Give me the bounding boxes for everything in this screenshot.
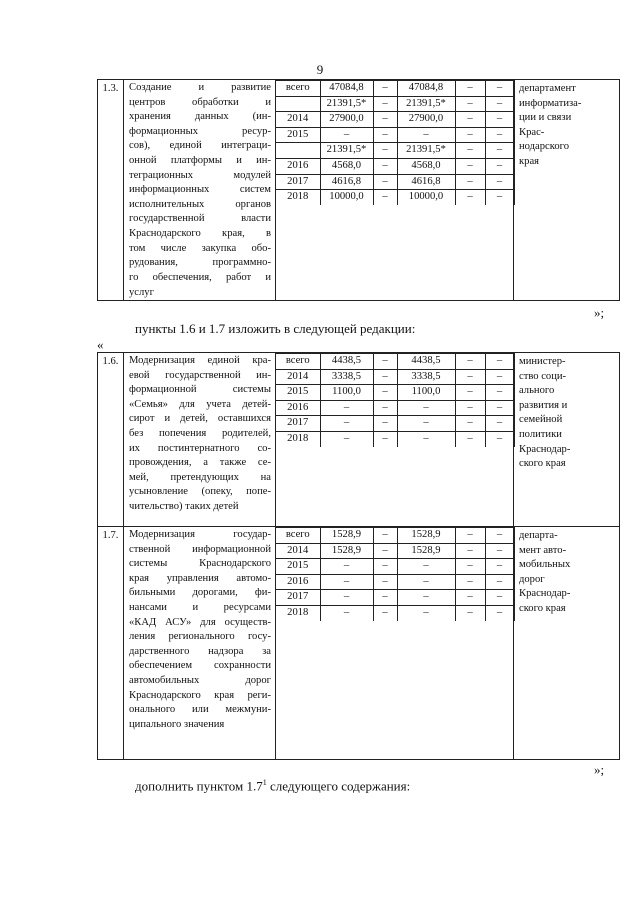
year-cell: 2014 <box>276 543 320 559</box>
department-line: развития и <box>519 399 568 411</box>
local-cell: – <box>455 400 485 416</box>
other-cell: – <box>485 590 514 606</box>
funding-row <box>276 416 514 432</box>
department-line: ции и связи <box>519 112 572 124</box>
name-line: сирот и детей, оставшихся <box>129 413 271 425</box>
local-cell: – <box>455 127 485 143</box>
year-cell <box>276 143 320 159</box>
name-line: онального или межмуни- <box>129 704 271 716</box>
local-cell: – <box>455 174 485 190</box>
funding-row <box>276 432 514 447</box>
local-cell: – <box>455 543 485 559</box>
other-cell: – <box>485 96 514 112</box>
regional-cell: – <box>397 432 455 447</box>
regional-cell: – <box>397 127 455 143</box>
name-line: онной платформы и ин- <box>129 155 271 167</box>
year-cell: всего <box>276 528 320 544</box>
funding-row <box>276 574 514 590</box>
funding-row <box>276 369 514 385</box>
instruction-main: дополнить пунктом 1.7 <box>135 778 263 794</box>
local-cell: – <box>455 190 485 205</box>
instruction-text <box>135 778 410 794</box>
local-cell: – <box>455 416 485 432</box>
federal-cell: – <box>373 190 397 205</box>
year-cell: 2016 <box>276 400 320 416</box>
federal-cell: – <box>373 416 397 432</box>
name-line: бильными дорогами, фи- <box>129 587 271 599</box>
regional-cell: 10000,0 <box>397 190 455 205</box>
regional-cell: – <box>397 574 455 590</box>
year-cell: 2014 <box>276 112 320 128</box>
page-number: 9 <box>316 62 324 77</box>
other-cell: – <box>485 127 514 143</box>
name-line: Создание и развитие <box>129 82 271 93</box>
year-cell: 2016 <box>276 159 320 175</box>
local-cell: – <box>455 112 485 128</box>
department-line: мобильных <box>519 559 571 571</box>
federal-cell: – <box>373 143 397 159</box>
funding-cell <box>276 353 514 527</box>
item-number: 1.3. <box>98 80 124 301</box>
department-line: департа- <box>519 530 558 541</box>
name-line: их постинтернатного со- <box>129 442 271 454</box>
name-line: Краснодарского края реги- <box>129 689 271 701</box>
regional-cell: 47084,8 <box>397 81 455 97</box>
total-cell: 4616,8 <box>320 174 373 190</box>
regional-cell: 27900,0 <box>397 112 455 128</box>
opening-quote: « <box>97 337 104 352</box>
item-number: 1.7. <box>98 527 124 760</box>
other-cell: – <box>485 528 514 544</box>
total-cell: 1100,0 <box>320 385 373 401</box>
funding-row <box>276 174 514 190</box>
local-cell: – <box>455 528 485 544</box>
name-line: ления регионального госу- <box>129 631 271 643</box>
regional-cell: – <box>397 590 455 606</box>
federal-cell: – <box>373 559 397 575</box>
year-cell: 2015 <box>276 559 320 575</box>
department-line: министер- <box>519 356 566 367</box>
name-line: том числе закупка обо- <box>129 242 271 254</box>
other-cell: – <box>485 432 514 447</box>
local-cell: – <box>455 385 485 401</box>
funding-row <box>276 543 514 559</box>
regional-cell: – <box>397 606 455 621</box>
federal-cell: – <box>373 174 397 190</box>
total-cell: 4438,5 <box>320 354 373 370</box>
department-line: ального <box>519 385 555 397</box>
federal-cell: – <box>373 385 397 401</box>
other-cell: – <box>485 385 514 401</box>
local-cell: – <box>455 606 485 621</box>
regional-cell: 4568,0 <box>397 159 455 175</box>
name-line: услуг <box>129 286 154 298</box>
year-cell: 2014 <box>276 369 320 385</box>
funding-row <box>276 385 514 401</box>
regional-cell: 3338,5 <box>397 369 455 385</box>
total-cell: – <box>320 590 373 606</box>
item-name <box>124 353 276 527</box>
total-cell: – <box>320 400 373 416</box>
funding-row <box>276 559 514 575</box>
name-line: «Семья» для учета детей- <box>129 398 271 410</box>
year-cell: 2017 <box>276 416 320 432</box>
funding-row <box>276 400 514 416</box>
name-line: обеспечением сохранности <box>129 660 271 672</box>
department-line: департамент <box>519 83 576 94</box>
name-line: края управления автомо- <box>129 572 271 584</box>
regional-cell: 4616,8 <box>397 174 455 190</box>
federal-cell: – <box>373 590 397 606</box>
funding-row <box>276 590 514 606</box>
other-cell: – <box>485 400 514 416</box>
department-line: политики <box>519 429 562 441</box>
name-line: без попечения родителей, <box>129 428 271 440</box>
closing-quote: »; <box>594 305 605 320</box>
federal-cell: – <box>373 354 397 370</box>
name-line: ципального значения <box>129 718 225 730</box>
year-cell: 2015 <box>276 385 320 401</box>
table-item-1-6 <box>97 352 620 760</box>
total-cell: 47084,8 <box>320 81 373 97</box>
name-line: нансами и ресурсами <box>129 602 271 614</box>
other-cell: – <box>485 369 514 385</box>
funding-row <box>276 190 514 205</box>
regional-cell: – <box>397 400 455 416</box>
name-line: сов), единой интеграци- <box>129 140 271 152</box>
other-cell: – <box>485 559 514 575</box>
name-line: провождения, а также се- <box>129 457 271 469</box>
federal-cell: – <box>373 543 397 559</box>
department-line: нодарского <box>519 141 570 153</box>
name-line: «КАД АСУ» для осуществ- <box>129 616 271 628</box>
funding-row <box>276 127 514 143</box>
year-cell: 2016 <box>276 574 320 590</box>
local-cell: – <box>455 96 485 112</box>
funding-row <box>276 143 514 159</box>
total-cell: – <box>320 606 373 621</box>
total-cell: – <box>320 416 373 432</box>
name-line: Краснодарского края, в <box>129 228 271 240</box>
local-cell: – <box>455 81 485 97</box>
name-line: исполнительных органов <box>129 198 271 210</box>
responsible-department <box>514 527 620 760</box>
federal-cell: – <box>373 400 397 416</box>
department-line: семейной <box>519 414 563 426</box>
other-cell: – <box>485 174 514 190</box>
local-cell: – <box>455 559 485 575</box>
federal-cell: – <box>373 432 397 447</box>
instruction-text: пункты 1.6 и 1.7 изложить в следующей редакции: <box>135 321 416 336</box>
name-line: государственной власти <box>129 213 271 225</box>
total-cell: 4568,0 <box>320 159 373 175</box>
local-cell: – <box>455 354 485 370</box>
name-line: мей, претендующих на <box>129 471 271 483</box>
item-name <box>124 527 276 760</box>
other-cell: – <box>485 354 514 370</box>
total-cell: 1528,9 <box>320 543 373 559</box>
total-cell: 3338,5 <box>320 369 373 385</box>
other-cell: – <box>485 606 514 621</box>
item-number: 1.6. <box>98 353 124 527</box>
name-line: системы Краснодарского <box>129 558 271 570</box>
funding-row <box>276 606 514 621</box>
funding-row <box>276 528 514 544</box>
other-cell: – <box>485 543 514 559</box>
department-line: Крас- <box>519 126 545 138</box>
department-line: информатиза- <box>519 97 582 109</box>
year-cell: всего <box>276 354 320 370</box>
department-line: ского края <box>519 603 566 615</box>
other-cell: – <box>485 143 514 159</box>
year-cell: 2017 <box>276 174 320 190</box>
name-line: чительство) таких детей <box>129 501 239 513</box>
year-cell: 2018 <box>276 432 320 447</box>
table-item-1-3 <box>97 79 620 301</box>
department-line: мент авто- <box>519 544 567 556</box>
federal-cell: – <box>373 574 397 590</box>
federal-cell: – <box>373 528 397 544</box>
total-cell: – <box>320 559 373 575</box>
total-cell: – <box>320 432 373 447</box>
name-line: рудования, программно- <box>129 257 271 269</box>
name-line: Модернизация единой кра- <box>129 355 271 366</box>
regional-cell: 21391,5* <box>397 96 455 112</box>
regional-cell: – <box>397 416 455 432</box>
year-cell: 2017 <box>276 590 320 606</box>
department-line: Краснодар- <box>519 443 571 455</box>
local-cell: – <box>455 159 485 175</box>
federal-cell: – <box>373 127 397 143</box>
name-line: теграционных модулей <box>129 169 271 181</box>
local-cell: – <box>455 432 485 447</box>
year-cell: 2015 <box>276 127 320 143</box>
name-line: ственной информационной <box>129 543 271 555</box>
total-cell: – <box>320 127 373 143</box>
other-cell: – <box>485 81 514 97</box>
regional-cell: 1100,0 <box>397 385 455 401</box>
federal-cell: – <box>373 112 397 128</box>
responsible-department <box>514 353 620 527</box>
name-line: дарственного надзора за <box>129 645 271 657</box>
name-line: формационной системы <box>129 384 271 396</box>
other-cell: – <box>485 112 514 128</box>
department-line: ского края <box>519 458 566 470</box>
regional-cell: – <box>397 559 455 575</box>
total-cell: 21391,5* <box>320 96 373 112</box>
federal-cell: – <box>373 369 397 385</box>
other-cell: – <box>485 416 514 432</box>
regional-cell: 1528,9 <box>397 528 455 544</box>
department-line: дорог <box>519 573 545 585</box>
federal-cell: – <box>373 159 397 175</box>
item-name <box>124 80 276 301</box>
name-line: го обеспечения, работ и <box>129 271 271 283</box>
funding-cell <box>276 80 514 301</box>
local-cell: – <box>455 590 485 606</box>
local-cell: – <box>455 143 485 159</box>
instruction-superscript: 1 <box>262 778 267 787</box>
local-cell: – <box>455 574 485 590</box>
name-line: автомобильных дорог <box>129 675 271 687</box>
total-cell: 21391,5* <box>320 143 373 159</box>
regional-cell: 21391,5* <box>397 143 455 159</box>
total-cell: 1528,9 <box>320 528 373 544</box>
regional-cell: 1528,9 <box>397 543 455 559</box>
other-cell: – <box>485 190 514 205</box>
funding-cell <box>276 527 514 760</box>
responsible-department <box>514 80 620 301</box>
funding-row <box>276 96 514 112</box>
instruction-rest: следующего содержания: <box>266 778 411 794</box>
name-line: центров обработки и <box>129 96 271 108</box>
funding-row <box>276 112 514 128</box>
other-cell: – <box>485 574 514 590</box>
year-cell <box>276 96 320 112</box>
federal-cell: – <box>373 606 397 621</box>
name-line: хранения данных (ин- <box>129 111 271 123</box>
funding-row <box>276 81 514 97</box>
local-cell: – <box>455 369 485 385</box>
department-line: ство соци- <box>519 370 567 382</box>
year-cell: 2018 <box>276 606 320 621</box>
year-cell: 2018 <box>276 190 320 205</box>
department-line: края <box>519 156 540 168</box>
federal-cell: – <box>373 81 397 97</box>
total-cell: – <box>320 574 373 590</box>
name-line: евой государственной ин- <box>129 369 271 381</box>
name-line: информационных систем <box>129 184 271 196</box>
funding-row <box>276 354 514 370</box>
federal-cell: – <box>373 96 397 112</box>
name-line: усыновление (опеку, попе- <box>129 486 271 498</box>
total-cell: 10000,0 <box>320 190 373 205</box>
total-cell: 27900,0 <box>320 112 373 128</box>
other-cell: – <box>485 159 514 175</box>
closing-quote: »; <box>594 762 605 777</box>
regional-cell: 4438,5 <box>397 354 455 370</box>
funding-row <box>276 159 514 175</box>
year-cell: всего <box>276 81 320 97</box>
department-line: Краснодар- <box>519 588 571 600</box>
name-line: формационных ресур- <box>129 125 271 137</box>
name-line: Модернизация государ- <box>129 529 271 540</box>
